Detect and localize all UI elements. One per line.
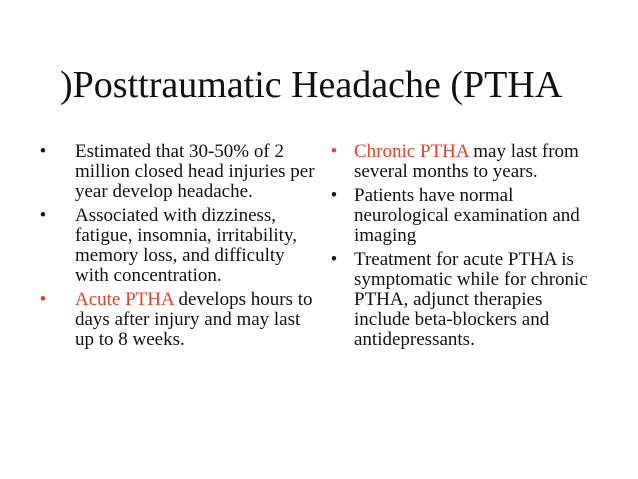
right-bullet-item-3 bbox=[327, 250, 599, 350]
bullet-dot-icon: • bbox=[39, 205, 47, 226]
bullet-dot-icon: • bbox=[330, 141, 338, 162]
bullet-dot-icon: • bbox=[330, 249, 338, 270]
right-bullet-3-text: Treatment for acute PTHA is symptomatic while for chronic PTHA, adjunct therapies include beta-blockers and antidepressants. bbox=[354, 249, 588, 350]
right-bullet-item-1 bbox=[327, 142, 599, 182]
left-bullet-3-text: develops hours to days after injury and may last up to 8 weeks. bbox=[75, 289, 313, 350]
bullet-dot-icon: • bbox=[39, 141, 47, 162]
right-bullet-1-highlight: Chronic PTHA bbox=[354, 141, 469, 162]
left-bullet-1-text: Estimated that 30-50% of 2 million closed head injuries per year develop headache. bbox=[75, 141, 315, 202]
bullet-dot-icon: • bbox=[39, 289, 47, 310]
left-bullet-item-3 bbox=[32, 290, 322, 350]
right-bullet-item-2 bbox=[327, 186, 599, 246]
left-bullet-3-highlight: Acute PTHA bbox=[75, 289, 174, 310]
left-bullet-item-2 bbox=[32, 206, 322, 286]
left-bullet-list bbox=[32, 142, 322, 354]
bullet-dot-icon: • bbox=[330, 185, 338, 206]
left-bullet-item-1 bbox=[32, 142, 322, 202]
slide-title: )Posttraumatic Headache (PTHA bbox=[60, 64, 563, 106]
right-bullet-2-text: Patients have normal neurological examination and imaging bbox=[354, 185, 580, 246]
left-bullet-2-text: Associated with dizziness, fatigue, insomnia, irritability, memory loss, and difficulty with concentration. bbox=[75, 205, 297, 286]
right-bullet-1-text: may last from several months to years. bbox=[354, 141, 579, 182]
right-bullet-list bbox=[327, 142, 599, 354]
